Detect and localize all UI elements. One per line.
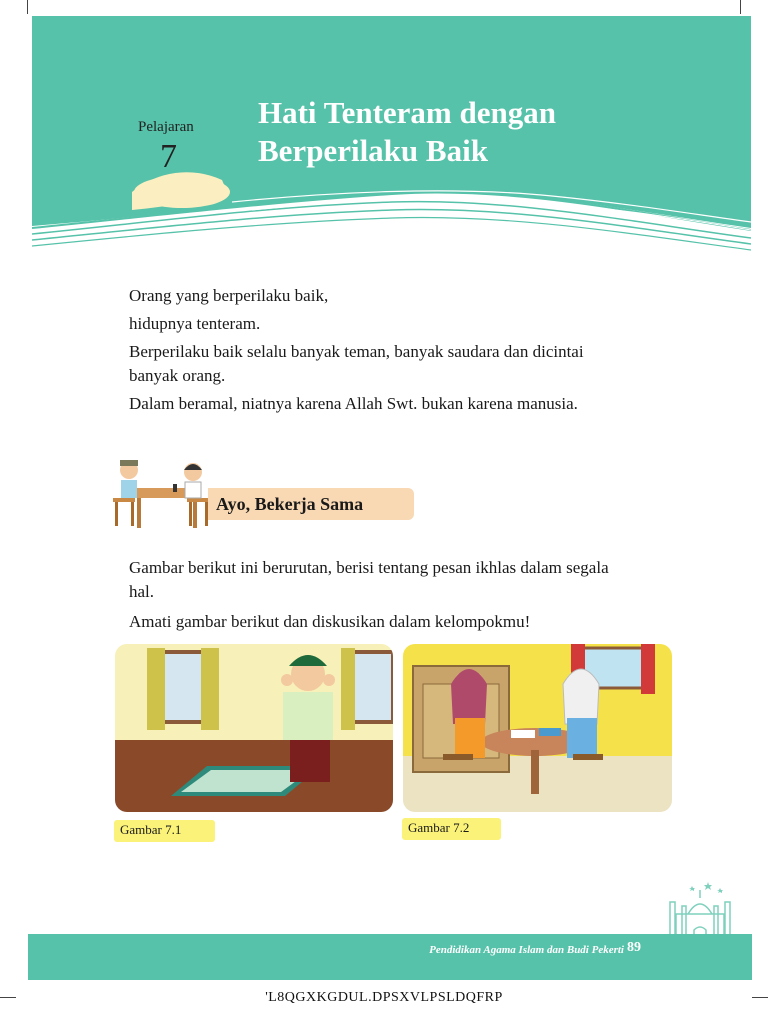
crop-mark <box>27 0 28 14</box>
book-title: Pendidikan Agama Islam dan Budi Pekerti <box>429 944 624 956</box>
task-line: Amati gambar berikut dan diskusikan dalam kelompokmu! <box>129 612 531 631</box>
intro-line: Dalam beramal, niatnya karena Allah Swt. bukan karena manusia. <box>129 394 578 413</box>
activity-banner: Ayo, Bekerja Sama <box>208 488 414 520</box>
crop-mark <box>740 0 741 14</box>
page-number: 89 <box>627 940 641 955</box>
footer-bar <box>28 934 752 980</box>
figure-girls-studying <box>403 644 672 812</box>
figure-caption: Gambar 7.1 <box>114 820 215 842</box>
lesson-number: 7 <box>160 138 177 175</box>
intro-line: hidupnya tenteram. <box>129 314 261 333</box>
figure-praying-boy <box>115 644 393 812</box>
task-line: Gambar berikut ini berurutan, berisi tentang pesan ikhlas dalam segala hal. <box>129 558 609 601</box>
intro-text <box>129 284 599 420</box>
chapter-title: Hati Tenteram dengan Berperilaku Baik <box>258 95 556 168</box>
figure-caption: Gambar 7.2 <box>402 818 501 840</box>
intro-line: Orang yang berperilaku baik, <box>129 286 329 305</box>
kids-working-together-illustration <box>107 458 215 538</box>
intro-line: Berperilaku baik selalu banyak teman, banyak saudara dan dicintai banyak orang. <box>129 342 584 385</box>
lesson-label: Pelajaran <box>138 119 194 135</box>
encoded-source-text: 'L8QGXKGDUL.DPSXVLPSLDQFRP <box>265 990 503 1005</box>
task-text <box>129 556 609 640</box>
